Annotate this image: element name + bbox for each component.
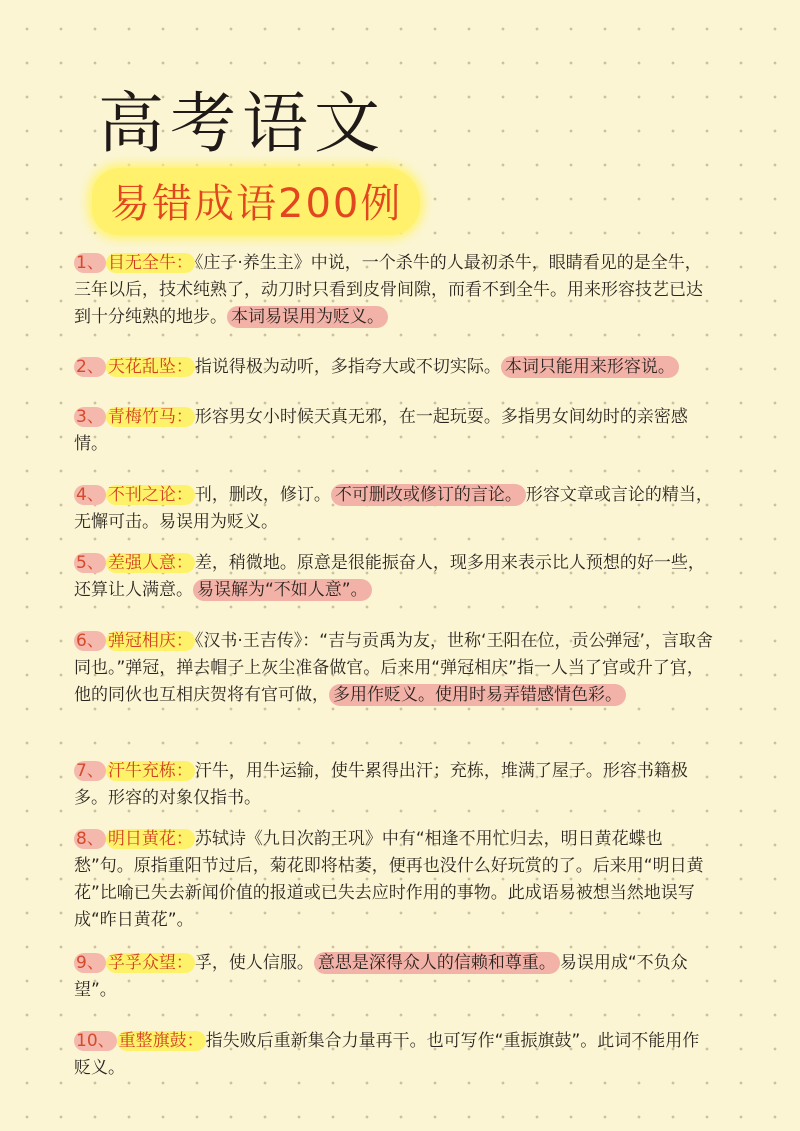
list-item <box>74 482 714 536</box>
item-number: 9、 <box>76 953 104 973</box>
idiom-term: 孚孚众望： <box>107 953 193 973</box>
idiom-term: 弹冠相庆： <box>107 631 193 651</box>
item-number: 4、 <box>76 485 104 505</box>
item-number: 10、 <box>76 1031 115 1051</box>
idiom-term: 目无全牛： <box>107 253 193 273</box>
list-item <box>74 550 714 604</box>
item-number: 3、 <box>76 407 104 427</box>
item-text: 孚，使人信服。 <box>194 953 314 973</box>
list-item <box>74 826 714 934</box>
list-item <box>74 950 714 1004</box>
idiom-term: 不刊之论： <box>107 485 193 505</box>
item-highlight: 本词易误用为贬义。 <box>227 306 388 328</box>
idiom-term: 差强人意： <box>107 553 193 573</box>
item-text: 差，稍微地。原意是很能振奋人，现多用来表示比人预想的好一些，还算让人满意。 <box>74 553 705 600</box>
item-text: 苏轼诗《九日次韵王巩》中有“相逢不用忙归去，明日黄花蝶也愁”句。原指重阳节过后，菊花即将枯萎，便再也没什么好玩赏的了。后来用“明日黄花”比喻已失去新闻价值的报道或已失去应时作用的事物。此成语易被想当然地误写成“昨日黄花”。 <box>74 829 704 930</box>
item-text-after: 形容文章或言论的精当，无懈可击。易误用为贬义。 <box>74 485 713 532</box>
item-text: 汗牛，用牛运输，使牛累得出汗；充栋，堆满了屋子。形容书籍极多。形容的对象仅指书。 <box>74 761 688 808</box>
item-number: 5、 <box>76 553 104 573</box>
item-text: 形容男女小时候天真无邪，在一起玩耍。多指男女间幼时的亲密感情。 <box>74 407 688 454</box>
item-highlight: 易误解为“不如人意”。 <box>193 579 372 601</box>
page-subtitle: 易错成语200例 <box>92 168 420 235</box>
page-title: 高考语文 <box>98 85 386 162</box>
list-item <box>74 628 714 709</box>
list-item <box>74 250 714 331</box>
item-highlight: 不可删改或修订的言论。 <box>331 484 526 506</box>
idiom-term: 明日黄花： <box>107 829 193 849</box>
item-text: 指失败后重新集合力量再干。也可写作“重振旗鼓”。此词不能用作贬义。 <box>74 1031 700 1078</box>
item-highlight: 意思是深得众人的信赖和尊重。 <box>314 952 560 974</box>
idiom-term: 天花乱坠： <box>107 357 193 377</box>
item-text: 《庄子·养生主》中说，一个杀牛的人最初杀牛，眼睛看见的是全牛，三年以后，技术纯熟了，动刀时只看到皮骨间隙，而看不到全牛。用来形容技艺已达到十分纯熟的地步。 <box>74 253 703 327</box>
list-item <box>74 354 714 381</box>
idiom-term: 青梅竹马： <box>107 407 193 427</box>
item-number: 1、 <box>76 253 104 273</box>
list-item <box>74 404 714 458</box>
item-text-after: 易误用成“不负众望”。 <box>74 953 688 1000</box>
item-text: 《汉书·王吉传》：“吉与贡禹为友，世称‘王阳在位，贡公弹冠’，言取舍同也。”弹冠，掸去帽子上灰尘准备做官。后来用“弹冠相庆”指一人当了官或升了官，他的同伙也互相庆贺将有官可做， <box>74 631 713 705</box>
item-number: 7、 <box>76 761 104 781</box>
idiom-term: 重整旗鼓： <box>118 1031 204 1051</box>
item-highlight: 多用作贬义。使用时易弄错感情色彩。 <box>329 684 626 706</box>
idiom-term: 汗牛充栋： <box>107 761 193 781</box>
item-highlight: 本词只能用来形容说。 <box>501 356 679 378</box>
item-text: 刊，删改，修订。 <box>194 485 331 505</box>
item-text: 指说得极为动听，多指夸大或不切实际。 <box>194 357 501 377</box>
list-item <box>74 1028 714 1082</box>
item-number: 2、 <box>76 357 104 377</box>
item-number: 6、 <box>76 631 104 651</box>
item-number: 8、 <box>76 829 104 849</box>
list-item <box>74 758 714 812</box>
